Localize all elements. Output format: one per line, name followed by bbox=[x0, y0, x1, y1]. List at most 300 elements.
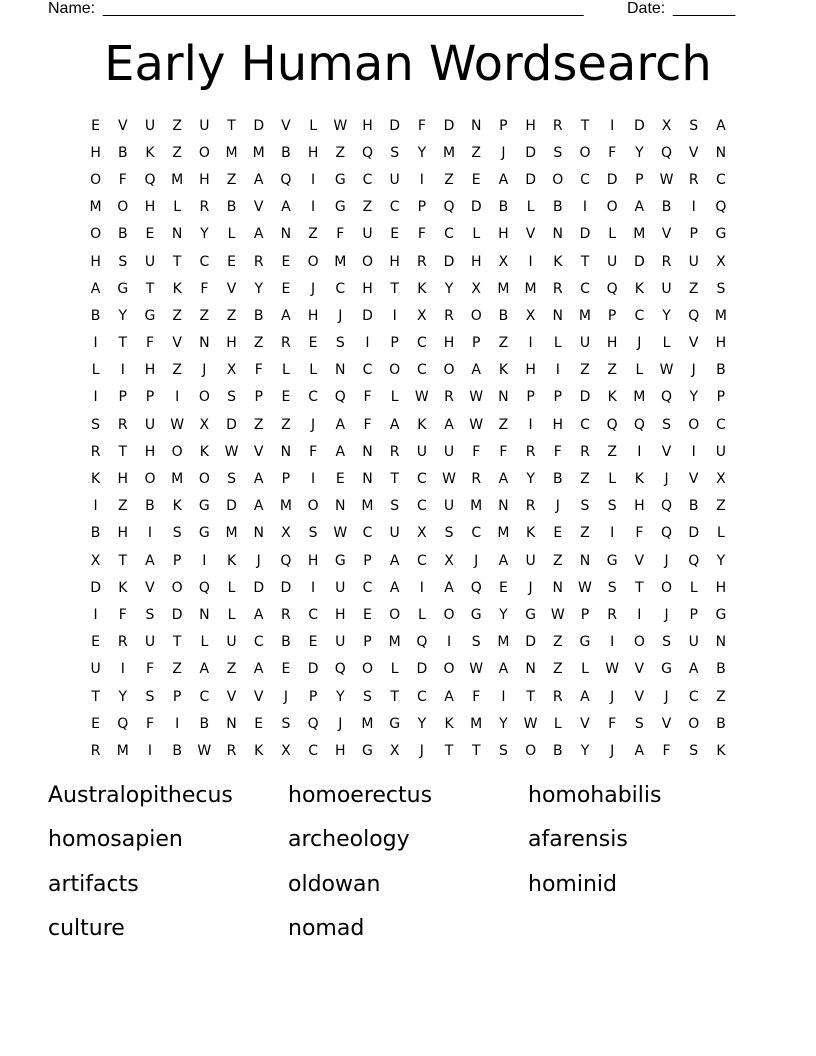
grid-letter: D bbox=[606, 171, 618, 188]
grid-letter: A bbox=[281, 307, 291, 324]
grid-letter: O bbox=[443, 606, 455, 623]
grid-letter: Y bbox=[662, 307, 671, 324]
grid-letter: U bbox=[525, 552, 536, 569]
grid-letter: X bbox=[417, 307, 427, 324]
grid-letter: O bbox=[198, 144, 210, 161]
grid-letter: I bbox=[582, 199, 588, 216]
grid-letter: S bbox=[607, 579, 617, 596]
grid-letter: A bbox=[688, 661, 699, 678]
grid-letter: S bbox=[607, 498, 617, 515]
grid-letter: Q bbox=[144, 171, 156, 188]
grid-letter: D bbox=[416, 661, 428, 678]
grid-letter: S bbox=[281, 715, 291, 732]
grid-letter: Z bbox=[226, 171, 237, 188]
grid-letter: S bbox=[689, 117, 699, 134]
grid-letter: B bbox=[498, 307, 509, 324]
grid-letter: O bbox=[579, 144, 591, 161]
grid-letter: H bbox=[525, 117, 536, 134]
grid-letter: G bbox=[579, 634, 591, 651]
letter-grid bbox=[82, 112, 735, 765]
grid-letter: W bbox=[578, 579, 592, 596]
grid-letter: N bbox=[470, 117, 482, 134]
grid-letter: X bbox=[90, 552, 101, 569]
grid-letter: N bbox=[579, 552, 591, 569]
word-list-item: culture bbox=[48, 915, 125, 941]
grid-letter: S bbox=[444, 525, 454, 542]
grid-letter: U bbox=[715, 443, 727, 460]
grid-letter: Z bbox=[253, 416, 264, 433]
grid-letter: I bbox=[175, 715, 180, 732]
grid-letter: J bbox=[555, 498, 560, 515]
grid-letter: E bbox=[281, 253, 291, 270]
grid-letter: W bbox=[333, 525, 348, 542]
grid-letter: G bbox=[715, 606, 727, 623]
grid-letter: I bbox=[637, 443, 642, 460]
grid-letter: L bbox=[608, 471, 617, 488]
grid-letter: Q bbox=[198, 579, 210, 596]
grid-letter: H bbox=[117, 525, 129, 542]
grid-letter: B bbox=[117, 144, 128, 161]
grid-letter: V bbox=[226, 280, 237, 297]
grid-letter: F bbox=[608, 715, 617, 732]
grid-letter: A bbox=[253, 171, 264, 188]
grid-letter: L bbox=[282, 362, 290, 379]
grid-letter: R bbox=[117, 416, 128, 433]
grid-letter: Q bbox=[470, 579, 482, 596]
grid-letter: H bbox=[226, 335, 237, 352]
grid-letter: E bbox=[254, 715, 264, 732]
grid-letter: B bbox=[661, 199, 672, 216]
grid-letter: H bbox=[470, 253, 482, 270]
grid-letter: F bbox=[309, 443, 318, 460]
grid-letter: H bbox=[144, 362, 156, 379]
grid-letter: D bbox=[226, 416, 237, 433]
grid-letter: F bbox=[472, 443, 481, 460]
grid-letter: C bbox=[716, 171, 726, 188]
grid-letter: Q bbox=[307, 715, 319, 732]
grid-letter: M bbox=[497, 280, 510, 297]
grid-letter: D bbox=[253, 117, 265, 134]
grid-letter: U bbox=[443, 443, 455, 460]
word-list-item: homosapien bbox=[48, 827, 183, 853]
grid-letter: L bbox=[717, 525, 725, 542]
grid-letter: Y bbox=[118, 688, 128, 705]
grid-letter: J bbox=[338, 715, 343, 732]
grid-letter: V bbox=[253, 199, 264, 216]
grid-letter: W bbox=[469, 661, 484, 678]
grid-letter: K bbox=[498, 362, 508, 379]
grid-letter: W bbox=[469, 416, 484, 433]
grid-letter: T bbox=[471, 742, 481, 759]
grid-letter: C bbox=[580, 280, 590, 297]
grid-letter: O bbox=[117, 199, 129, 216]
grid-letter: N bbox=[253, 525, 264, 542]
grid-letter: N bbox=[226, 715, 237, 732]
grid-letter: V bbox=[634, 552, 645, 569]
grid-letter: O bbox=[307, 253, 319, 270]
grid-letter: I bbox=[93, 498, 98, 515]
grid-letter: H bbox=[117, 471, 129, 488]
grid-letter: F bbox=[200, 280, 209, 297]
grid-letter: I bbox=[610, 634, 615, 651]
word-list-item: artifacts bbox=[48, 871, 139, 897]
grid-letter: N bbox=[280, 226, 292, 243]
grid-letter: C bbox=[416, 471, 427, 488]
word-list-item: homohabilis bbox=[528, 783, 662, 808]
grid-letter: T bbox=[227, 117, 236, 134]
grid-letter: Y bbox=[635, 144, 644, 161]
word-list bbox=[48, 776, 768, 953]
grid-letter: Z bbox=[498, 335, 509, 352]
grid-letter: R bbox=[444, 307, 454, 324]
grid-letter: U bbox=[199, 117, 210, 134]
grid-letter: Q bbox=[606, 416, 618, 433]
grid-letter: C bbox=[362, 362, 373, 379]
grid-letter: D bbox=[90, 579, 101, 596]
grid-letter: Z bbox=[498, 416, 509, 433]
grid-letter: I bbox=[610, 525, 615, 542]
grid-letter: I bbox=[365, 335, 370, 352]
grid-letter: F bbox=[662, 742, 671, 759]
grid-letter: D bbox=[226, 498, 237, 515]
grid-letter: O bbox=[171, 579, 183, 596]
grid-letter: G bbox=[661, 661, 672, 678]
grid-letter: C bbox=[199, 253, 210, 270]
grid-letter: R bbox=[661, 253, 672, 270]
grid-letter: M bbox=[361, 715, 374, 732]
grid-letter: Z bbox=[552, 552, 563, 569]
grid-letter: S bbox=[145, 688, 155, 705]
grid-letter: B bbox=[117, 226, 128, 243]
grid-letter: Q bbox=[661, 498, 673, 515]
grid-letter: L bbox=[662, 335, 671, 352]
grid-letter: O bbox=[90, 171, 102, 188]
grid-letter: L bbox=[608, 226, 617, 243]
grid-letter: X bbox=[389, 742, 400, 759]
grid-letter: P bbox=[689, 226, 698, 243]
grid-letter: M bbox=[470, 715, 483, 732]
grid-letter: L bbox=[526, 199, 535, 216]
grid-letter: I bbox=[311, 579, 316, 596]
grid-letter: W bbox=[659, 362, 674, 379]
grid-letter: I bbox=[147, 742, 153, 759]
grid-letter: M bbox=[89, 199, 102, 216]
grid-letter: S bbox=[580, 498, 590, 515]
grid-letter: W bbox=[550, 606, 565, 623]
grid-letter: N bbox=[199, 335, 210, 352]
grid-letter: Y bbox=[580, 742, 590, 759]
grid-letter: X bbox=[716, 253, 726, 270]
grid-letter: A bbox=[580, 688, 590, 705]
grid-letter: O bbox=[198, 389, 210, 406]
grid-letter: T bbox=[635, 579, 644, 596]
grid-letter: I bbox=[120, 362, 125, 379]
grid-letter: P bbox=[607, 307, 617, 324]
grid-letter: B bbox=[90, 307, 101, 324]
grid-letter: A bbox=[389, 579, 400, 596]
grid-letter: E bbox=[498, 579, 508, 596]
grid-letter: Z bbox=[444, 171, 454, 188]
grid-letter: F bbox=[417, 117, 426, 134]
grid-letter: M bbox=[633, 226, 646, 243]
grid-letter: H bbox=[715, 579, 727, 596]
grid-letter: A bbox=[444, 416, 454, 433]
grid-letter: K bbox=[172, 498, 182, 515]
grid-letter: X bbox=[661, 117, 672, 134]
grid-letter: G bbox=[389, 715, 401, 732]
grid-letter: X bbox=[417, 525, 427, 542]
grid-letter: T bbox=[172, 253, 182, 270]
grid-letter: J bbox=[474, 552, 479, 569]
grid-letter: A bbox=[90, 280, 101, 297]
grid-letter: R bbox=[226, 742, 237, 759]
grid-letter: E bbox=[281, 389, 291, 406]
grid-letter: R bbox=[90, 742, 101, 759]
grid-letter: I bbox=[175, 389, 180, 406]
grid-letter: Q bbox=[334, 661, 346, 678]
grid-letter: J bbox=[528, 579, 533, 596]
grid-letter: Y bbox=[118, 307, 128, 324]
grid-letter: P bbox=[172, 688, 182, 705]
grid-letter: K bbox=[444, 715, 454, 732]
grid-letter: O bbox=[443, 362, 455, 379]
grid-letter: L bbox=[390, 389, 399, 406]
grid-letter: H bbox=[715, 335, 727, 352]
grid-letter: O bbox=[90, 226, 102, 243]
grid-letter: Z bbox=[281, 416, 291, 433]
grid-letter: A bbox=[335, 416, 346, 433]
grid-letter: G bbox=[334, 552, 346, 569]
grid-letter: Z bbox=[716, 498, 726, 515]
grid-letter: N bbox=[362, 471, 373, 488]
grid-letter: D bbox=[280, 579, 292, 596]
grid-letter: W bbox=[523, 715, 538, 732]
grid-letter: T bbox=[526, 688, 535, 705]
grid-letter: P bbox=[254, 389, 263, 406]
grid-letter: F bbox=[417, 226, 426, 243]
grid-letter: B bbox=[226, 199, 237, 216]
grid-letter: G bbox=[715, 226, 727, 243]
grid-letter: H bbox=[362, 117, 373, 134]
grid-letter: Z bbox=[172, 661, 182, 678]
grid-letter: I bbox=[311, 171, 316, 188]
grid-letter: V bbox=[117, 117, 128, 134]
grid-letter: N bbox=[715, 634, 727, 651]
grid-letter: A bbox=[444, 579, 454, 596]
grid-letter: O bbox=[525, 742, 537, 759]
grid-letter: D bbox=[362, 307, 373, 324]
grid-letter: Q bbox=[661, 525, 673, 542]
grid-letter: S bbox=[662, 634, 671, 651]
grid-letter: A bbox=[634, 742, 645, 759]
grid-letter: X bbox=[498, 253, 509, 270]
grid-letter: W bbox=[442, 471, 456, 488]
grid-letter: Z bbox=[580, 471, 590, 488]
grid-letter: J bbox=[610, 742, 615, 759]
word-list-item: nomad bbox=[288, 915, 365, 941]
grid-letter: Z bbox=[253, 335, 264, 352]
grid-letter: R bbox=[471, 471, 482, 488]
grid-letter: I bbox=[419, 171, 424, 188]
grid-letter: K bbox=[607, 389, 617, 406]
grid-letter: N bbox=[552, 579, 564, 596]
date-label: Date: bbox=[627, 0, 666, 17]
grid-letter: S bbox=[662, 416, 671, 433]
grid-letter: W bbox=[414, 389, 429, 406]
grid-letter: B bbox=[145, 498, 155, 515]
grid-letter: F bbox=[336, 226, 345, 243]
grid-letter: U bbox=[144, 253, 156, 270]
grid-letter: S bbox=[390, 144, 400, 161]
grid-letter: H bbox=[362, 280, 373, 297]
grid-letter: O bbox=[688, 715, 700, 732]
grid-letter: B bbox=[281, 144, 291, 161]
grid-letter: S bbox=[118, 253, 128, 270]
grid-letter: I bbox=[419, 579, 424, 596]
grid-letter: R bbox=[199, 199, 210, 216]
grid-letter: L bbox=[309, 117, 317, 134]
grid-letter: A bbox=[389, 416, 400, 433]
grid-letter: Y bbox=[417, 144, 427, 161]
grid-letter: L bbox=[417, 606, 426, 623]
grid-letter: W bbox=[170, 416, 185, 433]
grid-letter: Q bbox=[688, 307, 700, 324]
grid-letter: B bbox=[552, 742, 563, 759]
grid-letter: X bbox=[226, 362, 237, 379]
grid-letter: E bbox=[281, 280, 291, 297]
grid-letter: O bbox=[171, 443, 183, 460]
grid-letter: Q bbox=[361, 144, 373, 161]
grid-letter: Z bbox=[716, 688, 726, 705]
grid-letter: A bbox=[498, 471, 509, 488]
grid-letter: F bbox=[118, 171, 127, 188]
grid-letter: H bbox=[307, 552, 319, 569]
grid-letter: U bbox=[607, 253, 618, 270]
grid-letter: C bbox=[253, 634, 264, 651]
grid-letter: L bbox=[91, 362, 100, 379]
grid-letter: L bbox=[553, 715, 562, 732]
grid-letter: E bbox=[308, 634, 318, 651]
grid-letter: K bbox=[199, 443, 209, 460]
grid-letter: M bbox=[116, 742, 129, 759]
grid-letter: S bbox=[172, 525, 182, 542]
grid-letter: A bbox=[199, 661, 210, 678]
grid-letter: R bbox=[444, 389, 454, 406]
grid-letter: V bbox=[145, 579, 155, 596]
grid-letter: N bbox=[362, 443, 373, 460]
grid-letter: J bbox=[338, 307, 343, 324]
grid-letter: P bbox=[390, 335, 399, 352]
grid-letter: Q bbox=[661, 389, 673, 406]
grid-letter: B bbox=[716, 362, 726, 379]
grid-letter: Y bbox=[336, 688, 345, 705]
grid-letter: I bbox=[637, 606, 642, 623]
grid-letter: T bbox=[580, 117, 590, 134]
grid-letter: I bbox=[311, 471, 316, 488]
grid-letter: H bbox=[307, 307, 319, 324]
grid-letter: W bbox=[605, 661, 620, 678]
grid-letter: S bbox=[227, 389, 236, 406]
grid-letter: N bbox=[280, 443, 292, 460]
grid-letter: U bbox=[335, 579, 346, 596]
grid-letter: D bbox=[307, 661, 319, 678]
word-list-item: oldowan bbox=[288, 871, 381, 897]
grid-letter: P bbox=[471, 335, 481, 352]
grid-letter: J bbox=[664, 552, 669, 569]
grid-letter: T bbox=[390, 688, 399, 705]
grid-letter: B bbox=[498, 199, 509, 216]
grid-letter: L bbox=[227, 579, 236, 596]
grid-letter: U bbox=[362, 226, 373, 243]
grid-letter: J bbox=[419, 742, 424, 759]
grid-letter: S bbox=[689, 742, 699, 759]
grid-letter: S bbox=[335, 335, 345, 352]
grid-letter: B bbox=[199, 715, 210, 732]
grid-letter: R bbox=[416, 253, 427, 270]
grid-letter: D bbox=[579, 389, 591, 406]
grid-letter: U bbox=[688, 253, 699, 270]
grid-letter: L bbox=[689, 579, 698, 596]
grid-letter: C bbox=[308, 606, 318, 623]
grid-letter: L bbox=[635, 362, 644, 379]
grid-letter: U bbox=[144, 634, 156, 651]
grid-letter: O bbox=[443, 661, 455, 678]
grid-letter: L bbox=[309, 362, 317, 379]
grid-letter: Y bbox=[689, 389, 698, 406]
grid-letter: C bbox=[416, 552, 427, 569]
grid-letter: E bbox=[281, 661, 291, 678]
grid-letter: Q bbox=[334, 389, 346, 406]
grid-letter: Y bbox=[200, 226, 209, 243]
grid-letter: F bbox=[118, 606, 127, 623]
word-list-item: Australopithecus bbox=[48, 783, 233, 808]
grid-letter: M bbox=[361, 498, 374, 515]
grid-letter: C bbox=[335, 280, 346, 297]
word-list-item: homoerectus bbox=[288, 783, 433, 808]
grid-letter: T bbox=[172, 634, 182, 651]
grid-letter: Z bbox=[552, 634, 563, 651]
grid-letter: N bbox=[552, 307, 564, 324]
grid-letter: F bbox=[145, 335, 154, 352]
grid-letter: M bbox=[633, 389, 646, 406]
grid-letter: C bbox=[389, 199, 400, 216]
grid-letter: Q bbox=[715, 199, 727, 216]
grid-letter: J bbox=[664, 688, 669, 705]
grid-letter: N bbox=[171, 226, 183, 243]
grid-letter: F bbox=[608, 144, 617, 161]
grid-letter: L bbox=[227, 226, 236, 243]
grid-letter: K bbox=[118, 579, 128, 596]
grid-letter: D bbox=[525, 171, 536, 188]
grid-letter: S bbox=[308, 525, 318, 542]
grid-letter: O bbox=[606, 199, 618, 216]
grid-letter: M bbox=[497, 634, 510, 651]
grid-letter: I bbox=[311, 199, 316, 216]
grid-letter: Q bbox=[606, 280, 618, 297]
grid-letter: D bbox=[253, 579, 265, 596]
grid-letter: Z bbox=[172, 144, 182, 161]
grid-letter: F bbox=[499, 443, 508, 460]
grid-letter: Q bbox=[280, 552, 292, 569]
grid-letter: A bbox=[444, 688, 454, 705]
grid-letter: R bbox=[281, 606, 291, 623]
grid-letter: Q bbox=[280, 171, 292, 188]
grid-letter: T bbox=[444, 742, 454, 759]
grid-letter: J bbox=[311, 416, 316, 433]
grid-letter: I bbox=[501, 688, 506, 705]
grid-letter: J bbox=[501, 144, 506, 161]
grid-letter: N bbox=[498, 389, 509, 406]
